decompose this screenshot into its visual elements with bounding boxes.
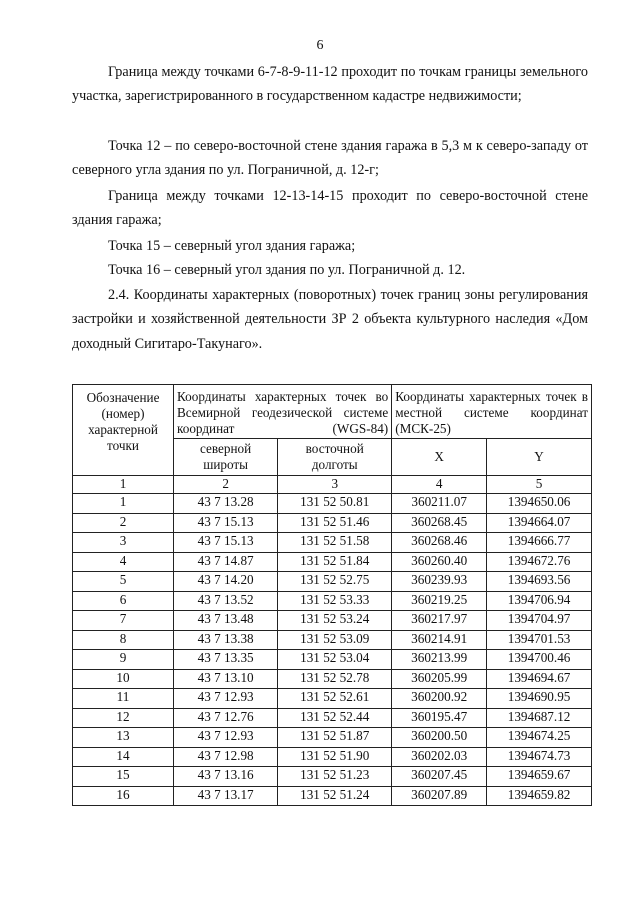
paragraph-section-2-4: 2.4. Координаты характерных (поворотных) точек границ зоны регулирования застройки и хозяйственной деятельности ЗР 2 объекта культурного наследия «Дом доходный Сигитаро-Такунаго». [72, 287, 588, 352]
point-number-cell: 2 [73, 513, 174, 533]
x-cell: 360202.03 [392, 747, 487, 767]
table-row [73, 747, 592, 767]
paragraph-point-16: Точка 16 – северный угол здания по ул. Пограничной д. 12. [108, 262, 466, 278]
table-row [73, 591, 592, 611]
y-cell: 1394666.77 [487, 533, 592, 553]
longitude-cell: 131 52 51.58 [278, 533, 392, 553]
latitude-cell: 43 7 15.13 [174, 513, 278, 533]
point-number-cell: 13 [73, 728, 174, 748]
x-cell: 360217.97 [392, 611, 487, 631]
latitude-cell: 43 7 14.20 [174, 572, 278, 592]
point-number-cell: 3 [73, 533, 174, 553]
latitude-cell: 43 7 13.10 [174, 669, 278, 689]
latitude-cell: 43 7 12.93 [174, 728, 278, 748]
latitude-cell: 43 7 13.48 [174, 611, 278, 631]
header-north-latitude: северной широты [174, 439, 278, 476]
point-number-cell: 7 [73, 611, 174, 631]
header-east-longitude: восточной долготы [278, 439, 392, 476]
y-cell: 1394690.95 [487, 689, 592, 709]
x-cell: 360268.45 [392, 513, 487, 533]
point-number-cell: 9 [73, 650, 174, 670]
paragraph-point-15: Точка 15 – северный угол здания гаража; [108, 238, 356, 254]
longitude-cell: 131 52 52.61 [278, 689, 392, 709]
table-row [73, 728, 592, 748]
y-cell: 1394704.97 [487, 611, 592, 631]
longitude-cell: 131 52 53.24 [278, 611, 392, 631]
header-y: Y [487, 439, 592, 476]
paragraph-boundary-12-15: Граница между точками 12-13-14-15 проходит по северо-восточной стене здания гаража; [72, 188, 588, 229]
x-cell: 360213.99 [392, 650, 487, 670]
latitude-cell: 43 7 12.76 [174, 708, 278, 728]
longitude-cell: 131 52 52.75 [278, 572, 392, 592]
x-cell: 360200.92 [392, 689, 487, 709]
x-cell: 360205.99 [392, 669, 487, 689]
point-number-cell: 4 [73, 552, 174, 572]
x-cell: 360211.07 [392, 494, 487, 514]
header-x: X [392, 439, 487, 476]
coordinates-table [72, 384, 592, 806]
latitude-cell: 43 7 13.28 [174, 494, 278, 514]
y-cell: 1394701.53 [487, 630, 592, 650]
table-row [73, 552, 592, 572]
table-row [73, 611, 592, 631]
table-row [73, 650, 592, 670]
y-cell: 1394659.67 [487, 767, 592, 787]
latitude-cell: 43 7 13.35 [174, 650, 278, 670]
latitude-cell: 43 7 13.52 [174, 591, 278, 611]
longitude-cell: 131 52 51.24 [278, 786, 392, 806]
x-cell: 360207.45 [392, 767, 487, 787]
point-number-cell: 11 [73, 689, 174, 709]
y-cell: 1394674.73 [487, 747, 592, 767]
y-cell: 1394693.56 [487, 572, 592, 592]
header-point-designation: Обозначение (номер) характерной точки [73, 385, 174, 476]
x-cell: 360200.50 [392, 728, 487, 748]
page-number: 6 [316, 38, 324, 53]
table-row [73, 767, 592, 787]
column-number: 5 [487, 476, 592, 494]
longitude-cell: 131 52 51.23 [278, 767, 392, 787]
longitude-cell: 131 52 53.09 [278, 630, 392, 650]
x-cell: 360239.93 [392, 572, 487, 592]
latitude-cell: 43 7 13.38 [174, 630, 278, 650]
paragraph-boundary-6-12: Граница между точками 6-7-8-9-11-12 проходит по точкам границы земельного участка, зарегистрированного в государственном кадастре недвижимости; [72, 64, 588, 105]
x-cell: 360268.46 [392, 533, 487, 553]
x-cell: 360195.47 [392, 708, 487, 728]
longitude-cell: 131 52 52.78 [278, 669, 392, 689]
y-cell: 1394664.07 [487, 513, 592, 533]
x-cell: 360214.91 [392, 630, 487, 650]
table-row [73, 513, 592, 533]
x-cell: 360260.40 [392, 552, 487, 572]
longitude-cell: 131 52 51.84 [278, 552, 392, 572]
point-number-cell: 12 [73, 708, 174, 728]
longitude-cell: 131 52 51.90 [278, 747, 392, 767]
longitude-cell: 131 52 51.87 [278, 728, 392, 748]
y-cell: 1394687.12 [487, 708, 592, 728]
longitude-cell: 131 52 52.44 [278, 708, 392, 728]
y-cell: 1394700.46 [487, 650, 592, 670]
latitude-cell: 43 7 14.87 [174, 552, 278, 572]
point-number-cell: 6 [73, 591, 174, 611]
y-cell: 1394672.76 [487, 552, 592, 572]
point-number-cell: 1 [73, 494, 174, 514]
table-row [73, 708, 592, 728]
column-numbers-row [73, 476, 592, 494]
y-cell: 1394674.25 [487, 728, 592, 748]
table-row [73, 494, 592, 514]
header-wgs84: Координаты характерных точек во Всемирной геодезической системе координат (WGS-84) [174, 385, 392, 439]
table-row [73, 669, 592, 689]
point-number-cell: 8 [73, 630, 174, 650]
latitude-cell: 43 7 13.17 [174, 786, 278, 806]
column-number: 4 [392, 476, 487, 494]
table-row [73, 786, 592, 806]
longitude-cell: 131 52 53.04 [278, 650, 392, 670]
longitude-cell: 131 52 51.46 [278, 513, 392, 533]
latitude-cell: 43 7 12.98 [174, 747, 278, 767]
table-row [73, 689, 592, 709]
point-number-cell: 16 [73, 786, 174, 806]
latitude-cell: 43 7 15.13 [174, 533, 278, 553]
column-number: 1 [73, 476, 174, 494]
header-msk25: Координаты характерных точек в местной системе координат (МСК-25) [392, 385, 592, 439]
coordinates-table-body [73, 494, 592, 806]
y-cell: 1394659.82 [487, 786, 592, 806]
point-number-cell: 15 [73, 767, 174, 787]
table-row [73, 630, 592, 650]
point-number-cell: 5 [73, 572, 174, 592]
column-number: 2 [174, 476, 278, 494]
longitude-cell: 131 52 53.33 [278, 591, 392, 611]
y-cell: 1394706.94 [487, 591, 592, 611]
longitude-cell: 131 52 50.81 [278, 494, 392, 514]
paragraph-point-12: Точка 12 – по северо-восточной стене здания гаража в 5,3 м к северо-западу от северного угла здания по ул. Пограничной, д. 12-г; [72, 138, 588, 179]
y-cell: 1394650.06 [487, 494, 592, 514]
table-row [73, 533, 592, 553]
x-cell: 360219.25 [392, 591, 487, 611]
point-number-cell: 14 [73, 747, 174, 767]
table-row [73, 572, 592, 592]
x-cell: 360207.89 [392, 786, 487, 806]
latitude-cell: 43 7 12.93 [174, 689, 278, 709]
point-number-cell: 10 [73, 669, 174, 689]
column-number: 3 [278, 476, 392, 494]
y-cell: 1394694.67 [487, 669, 592, 689]
latitude-cell: 43 7 13.16 [174, 767, 278, 787]
